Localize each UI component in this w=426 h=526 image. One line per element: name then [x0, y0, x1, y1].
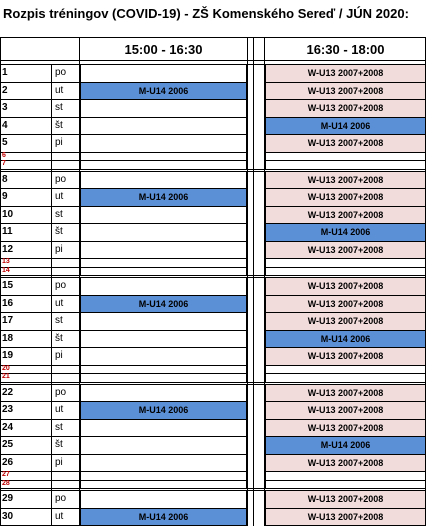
col-border-gap-right: [264, 37, 265, 526]
day-number: 3: [2, 102, 8, 113]
day-number: 19: [2, 350, 14, 361]
day-number: 9: [2, 191, 8, 202]
col-border-gap-left: [253, 37, 254, 526]
day-of-week: po: [55, 493, 67, 504]
day-of-week: ut: [55, 84, 64, 96]
day-number: 17: [2, 315, 14, 326]
day-number: 6: [2, 151, 6, 159]
day-of-week: pi: [55, 137, 63, 148]
day-number: 29: [2, 493, 14, 504]
slot-1500-cell: [80, 436, 247, 455]
day-number: 15: [2, 280, 14, 291]
day-number: 30: [2, 510, 14, 522]
slot-1630-cell: W-U13 2007+2008: [265, 188, 426, 207]
day-number: 28: [2, 479, 10, 487]
slot-1500-cell: [80, 117, 247, 136]
slot-1500-cell: M-U14 2006: [80, 295, 247, 314]
week-separator: [0, 275, 426, 276]
schedule-table: [0, 37, 426, 526]
slot-1500-cell: M-U14 2006: [80, 401, 247, 420]
week-separator: [0, 488, 426, 489]
slot-1630-cell: M-U14 2006: [265, 117, 426, 136]
slot-1630-cell: W-U13 2007+2008: [265, 384, 426, 403]
slot-1630-cell: W-U13 2007+2008: [265, 490, 426, 509]
slot-1500-cell: [80, 312, 247, 331]
day-number: 22: [2, 386, 14, 398]
slot-1500-cell: M-U14 2006: [80, 82, 247, 101]
header-bottom-border: [0, 60, 426, 61]
slot-1630-cell: W-U13 2007+2008: [265, 419, 426, 438]
week-separator: [0, 169, 426, 170]
day-number: 20: [2, 364, 10, 372]
slot-1630-cell: W-U13 2007+2008: [265, 508, 426, 526]
day-of-week: ut: [55, 191, 64, 202]
day-of-week: po: [55, 67, 67, 78]
day-of-week: ut: [55, 404, 64, 415]
slot-1630-cell: M-U14 2006: [265, 436, 426, 455]
slot-1500-cell: [80, 454, 247, 473]
day-of-week: št: [55, 119, 63, 131]
day-number: 8: [2, 173, 8, 185]
slot-1500-cell: [80, 490, 247, 509]
header-slot-1630: 16:30 - 18:00: [306, 42, 385, 57]
slot-1500-cell: [80, 277, 247, 296]
slot-1500-cell: [80, 241, 247, 260]
slot-1630-cell: W-U13 2007+2008: [265, 401, 426, 420]
day-of-week: št: [55, 226, 63, 237]
slot-1630-cell: W-U13 2007+2008: [265, 454, 426, 473]
day-number: 24: [2, 421, 14, 433]
header-slot-1500: 15:00 - 16:30: [124, 42, 203, 57]
col-border-day: [51, 64, 52, 526]
day-number: 13: [2, 258, 10, 265]
slot-1500-cell: [80, 419, 247, 438]
day-of-week: pi: [55, 243, 63, 255]
day-number: 11: [2, 226, 13, 237]
day-of-week: pi: [55, 456, 63, 468]
day-of-week: po: [55, 386, 67, 398]
day-number: 1: [2, 67, 8, 78]
day-number: 5: [2, 137, 8, 148]
day-number: 21: [2, 373, 10, 380]
day-number: 27: [2, 471, 10, 478]
day-of-week: ut: [55, 297, 64, 309]
slot-1500-cell: [80, 134, 247, 153]
page-title: Rozpis tréningov (COVID-19) - ZŠ Komenského Sereď / JÚN 2020:: [3, 6, 409, 21]
slot-1630-cell: W-U13 2007+2008: [265, 295, 426, 314]
slot-1630-cell: W-U13 2007+2008: [265, 312, 426, 331]
slot-1500-cell: [80, 206, 247, 225]
day-number: 14: [2, 266, 10, 274]
slot-1500-cell: M-U14 2006: [80, 508, 247, 526]
day-of-week: št: [55, 439, 63, 450]
slot-1500-cell: M-U14 2006: [80, 188, 247, 207]
slot-1630-cell: W-U13 2007+2008: [265, 171, 426, 190]
slot-1630-cell: W-U13 2007+2008: [265, 99, 426, 118]
day-of-week: st: [55, 208, 63, 220]
day-of-week: ut: [55, 510, 64, 522]
slot-1500-cell: [80, 330, 247, 349]
slot-1630-cell: M-U14 2006: [265, 330, 426, 349]
slot-1630-cell: M-U14 2006: [265, 223, 426, 242]
day-of-week: pi: [55, 350, 63, 361]
col-border-left: [0, 37, 1, 526]
day-of-week: po: [55, 173, 67, 185]
day-number: 10: [2, 208, 14, 220]
slot-1500-cell: [80, 384, 247, 403]
slot-1630-cell: W-U13 2007+2008: [265, 64, 426, 83]
day-number: 4: [2, 119, 8, 131]
day-of-week: st: [55, 315, 63, 326]
col-border-dow: [79, 37, 80, 526]
day-of-week: st: [55, 102, 63, 113]
slot-1500-cell: [80, 99, 247, 118]
day-number: 25: [2, 439, 14, 450]
slot-1500-cell: [80, 64, 247, 83]
slot-1630-cell: W-U13 2007+2008: [265, 277, 426, 296]
slot-1630-cell: W-U13 2007+2008: [265, 347, 426, 366]
day-number: 2: [2, 84, 8, 96]
col-border-c1-right: [247, 37, 248, 526]
slot-1500-cell: [80, 223, 247, 242]
week-separator: [0, 382, 426, 383]
slot-1630-cell: W-U13 2007+2008: [265, 134, 426, 153]
slot-1630-cell: W-U13 2007+2008: [265, 82, 426, 101]
slot-1630-cell: W-U13 2007+2008: [265, 206, 426, 225]
day-of-week: št: [55, 332, 63, 344]
day-number: 18: [2, 332, 14, 344]
day-number: 7: [2, 160, 6, 167]
day-number: 26: [2, 456, 14, 468]
slot-1500-cell: [80, 347, 247, 366]
day-number: 23: [2, 404, 14, 415]
day-of-week: st: [55, 421, 63, 433]
day-of-week: po: [55, 280, 67, 291]
slot-1500-cell: [80, 171, 247, 190]
day-number: 12: [2, 243, 14, 255]
slot-1630-cell: W-U13 2007+2008: [265, 241, 426, 260]
day-number: 16: [2, 297, 14, 309]
